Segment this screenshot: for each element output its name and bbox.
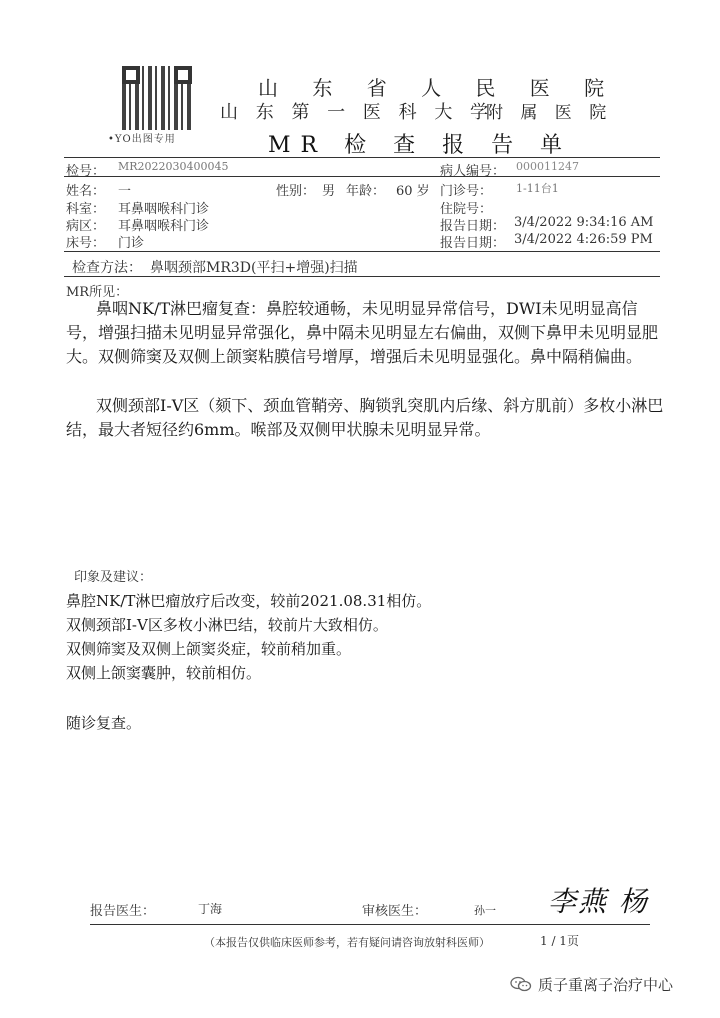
impression-line-2: 双侧颈部Ⅰ-Ⅴ区多枚小淋巴结，较前片大致相仿。 [66,616,388,634]
hospital-name-line2-suffix: 附 属 医 院 [486,103,613,123]
watermark-text: 质子重离子治疗中心 [538,976,674,994]
audit-doctor-value: 孙一 [474,904,496,917]
bed-label: 床号： [66,236,106,251]
name-value: 一 [118,184,132,199]
bed-value: 门诊 [118,236,145,251]
impression-line-3: 双侧筛窦及双侧上颌窦炎症，较前稍加重。 [66,640,352,658]
hospital-name-line1: 山 东 省 人 民 医 院 [258,76,619,100]
report-date-value: 3/4/2022 9:34:16 AM [514,215,654,230]
report-title: MR 检 查 报 告 单 [268,133,573,158]
handwritten-signature: 李燕 杨 [548,885,649,918]
findings-paragraph-2: 双侧颈部Ⅰ-Ⅴ区（颏下、颈血管鞘旁、胸锁乳突肌内后缘、斜方肌前）多枚小淋巴结，最大者短径约6mm。喉部及双侧甲状腺未见明显异常。 [66,396,664,439]
impression-line-1: 鼻腔NK/T淋巴瘤放疗后改变，较前2021.08.31相仿。 [66,592,432,610]
name-label: 姓名： [66,184,106,199]
footer-divider [90,924,650,925]
age-label: 年龄： [346,184,386,199]
sex-label: 性别： [276,184,316,199]
patient-no-label: 病人编号： [440,164,506,179]
findings-label: MR所见： [66,285,129,300]
exam-no-value: MR2022030400045 [118,160,229,173]
ward-value: 耳鼻咽喉科门诊 [118,219,210,234]
wechat-icon [510,976,532,992]
followup-advice: 随诊复查。 [66,714,142,732]
findings-paragraph-1: 鼻咽NK/T淋巴瘤复查：鼻腔较通畅，未见明显异常信号，DWI未见明显高信号，增强扫描未见明显异常强化，鼻中隔未见明显左右偏曲，双侧下鼻甲未见明显肥大。双侧筛窦及双侧上颌窦粘膜信号增厚，增强后未见明显强化。鼻中隔稍偏曲。 [66,299,659,366]
exam-method-label: 检查方法： [72,260,142,276]
qr-caption: •YO出图专用 [108,134,176,145]
inpatient-no-label: 住院号： [440,202,493,217]
report-date-label: 报告日期： [440,219,506,234]
audit-doctor-label: 审核医生： [362,904,428,919]
exam-no-label: 检号： [66,164,106,179]
impression-line-4: 双侧上颌窦囊肿，较前相仿。 [66,664,262,682]
fields-bottom-divider [64,251,660,252]
exam-method-value: 鼻咽颈部MR3D(平扫+增强)扫描 [150,260,358,276]
audit-date-label: 报告日期： [440,236,506,251]
audit-date-value: 3/4/2022 4:26:59 PM [514,232,653,247]
patient-no-value: 000011247 [516,160,579,173]
footer-note: （本报告仅供临床医师参考，若有疑问请咨询放射科医师） [204,936,490,949]
dept-label: 科室： [66,202,106,217]
impression-label: 印象及建议： [74,570,153,585]
ward-label: 病区： [66,219,106,234]
report-doctor-label: 报告医生： [90,904,156,919]
clinic-no-label: 门诊号： [440,184,493,199]
fields-divider [64,176,660,177]
sex-value: 男 [322,184,336,199]
dept-value: 耳鼻咽喉科门诊 [118,202,210,217]
report-doctor-value: 丁海 [198,902,223,916]
hospital-name-line2: 山 东 第 一 医 科 大 学 [220,102,495,123]
clinic-no-value: 1-11台1 [516,182,559,195]
age-value: 60 岁 [396,184,430,199]
method-divider [64,276,660,277]
header-divider [64,157,660,158]
qr-code [122,66,192,130]
page-number: 1 / 1页 [540,934,579,948]
